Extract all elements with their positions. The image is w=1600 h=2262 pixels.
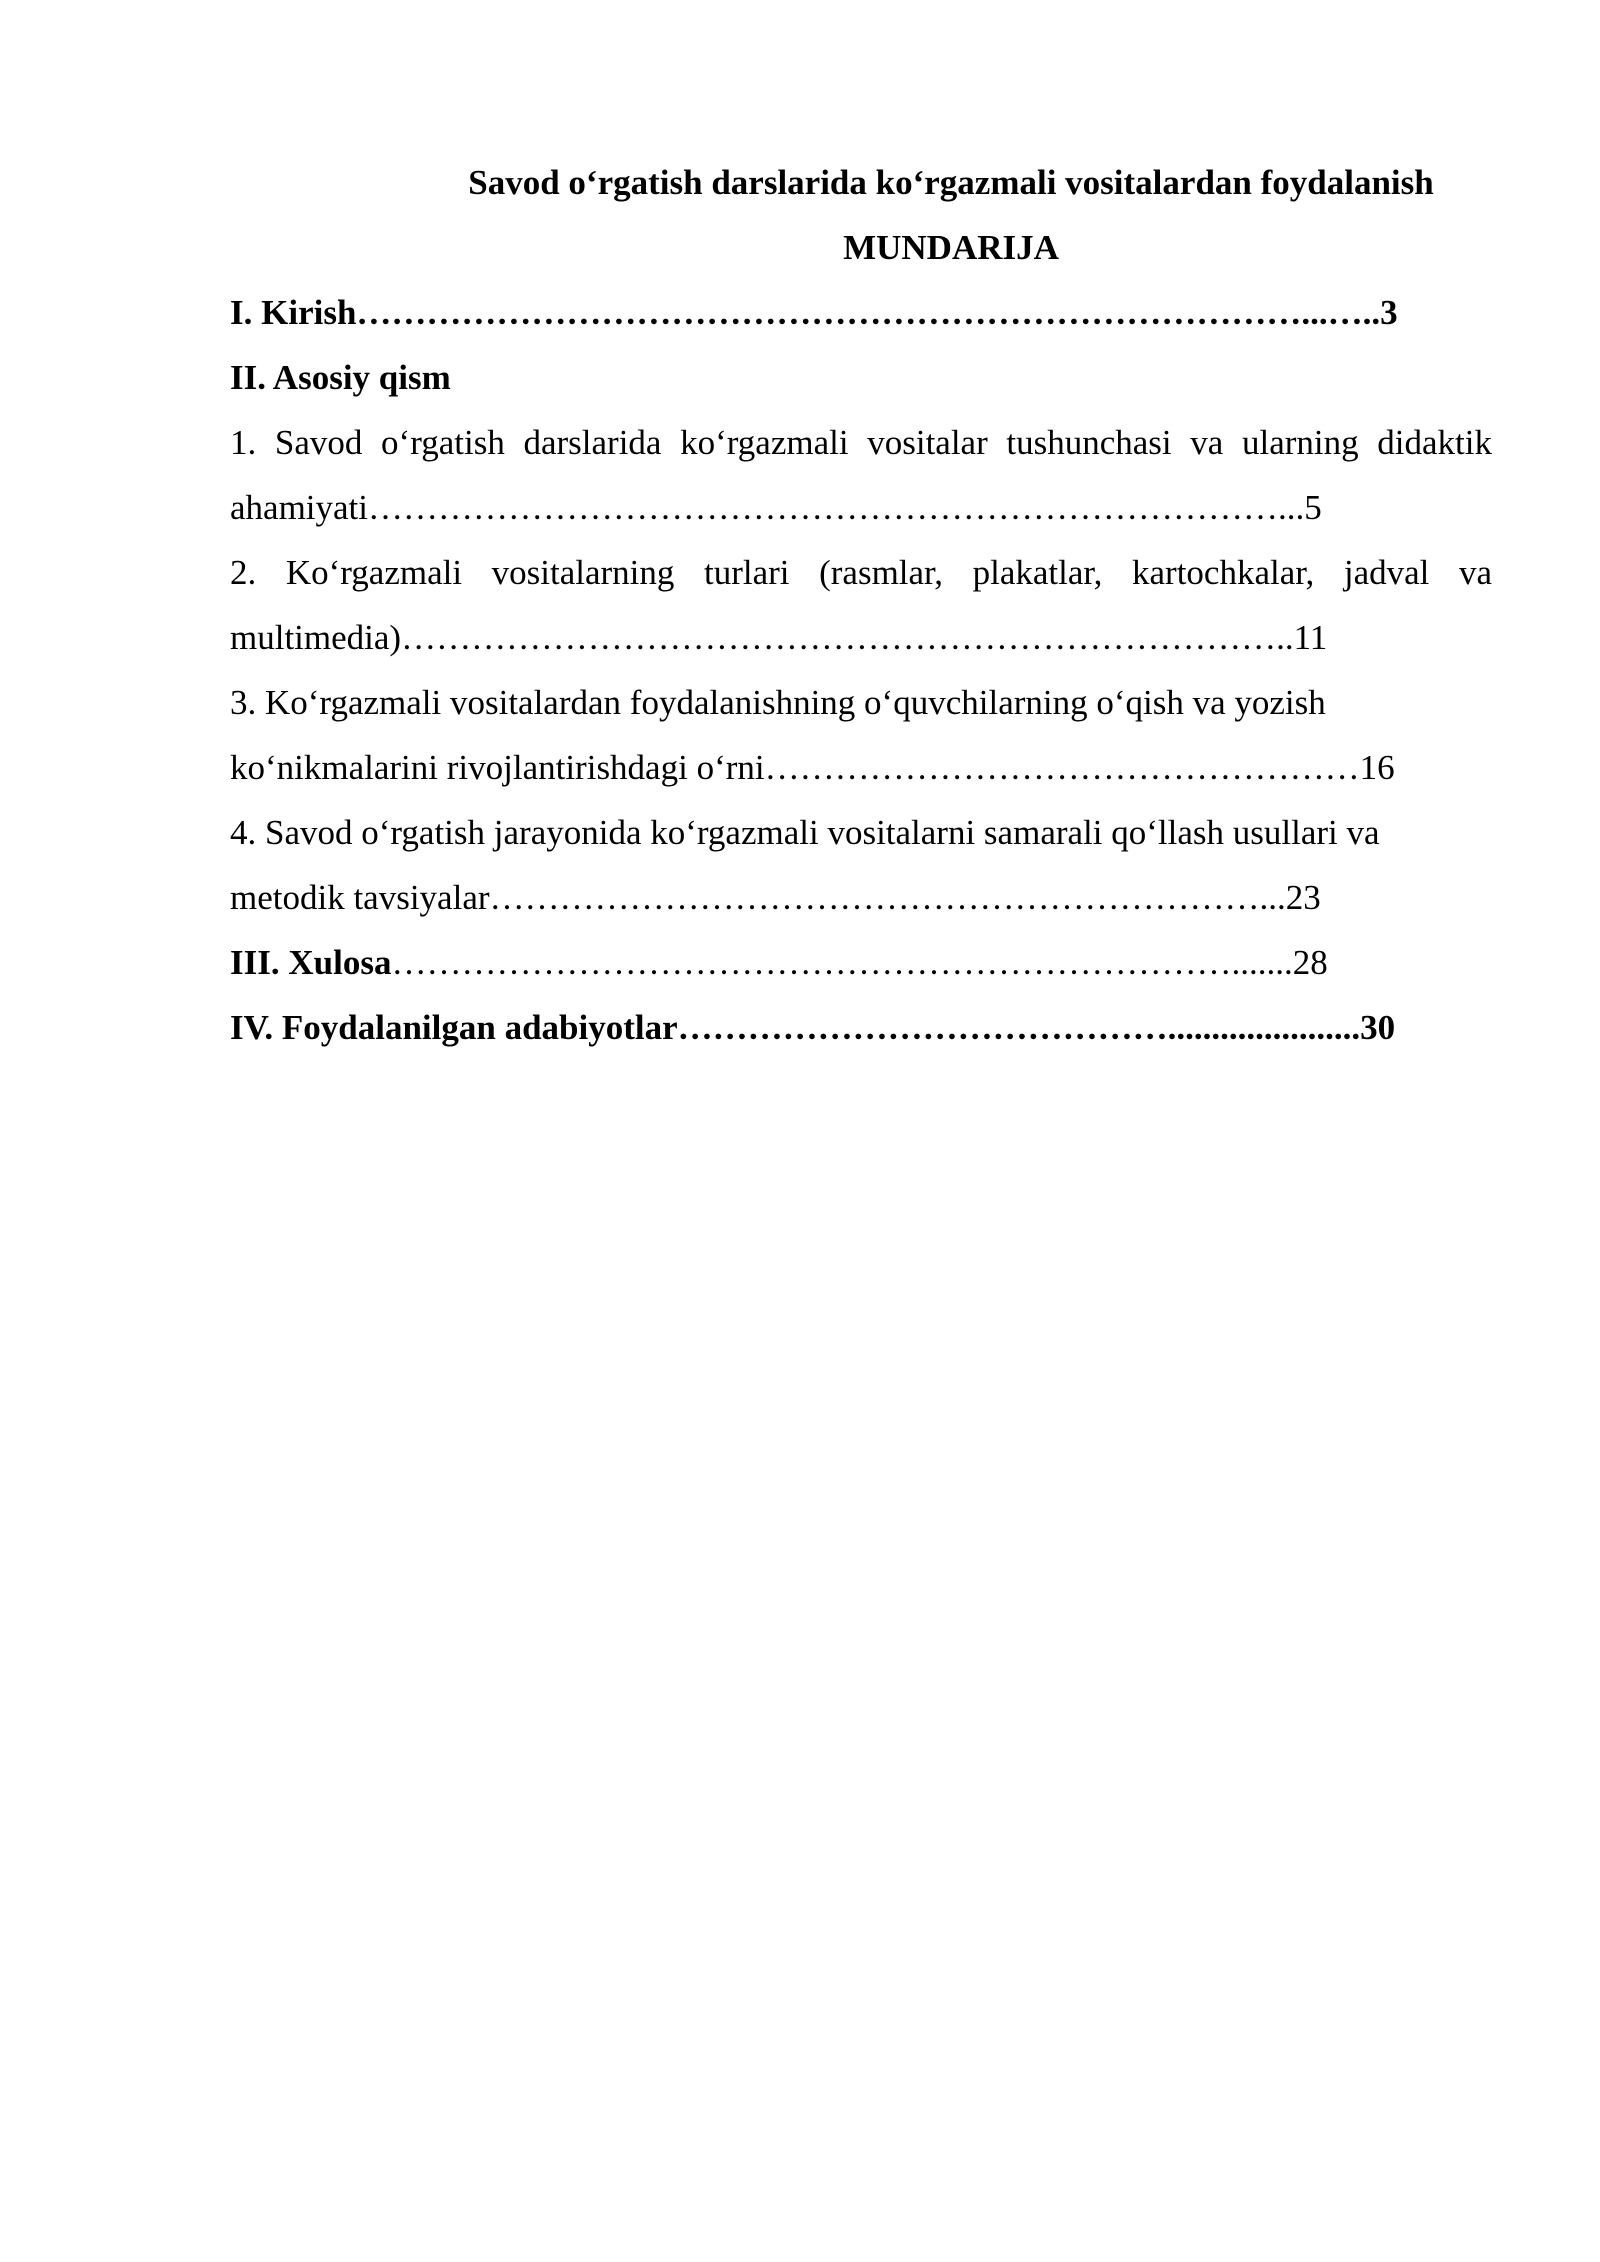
document-content [230,150,1492,1060]
toc-entry-2-line-1: 2. Ko‘rgazmali vositalarning turlari (rasmlar, plakatlar, kartochkalar, jadval va [230,553,1492,592]
toc-entry-xulosa-label: III. Xulosa [230,943,392,982]
toc-entry-xulosa [230,930,1492,995]
toc-entry-xulosa-leader: ……………………………………………………………….......28 [391,943,1328,982]
toc-heading: MUNDARIJA [843,228,1059,267]
document-title: Savod o‘rgatish darslarida ko‘rgazmali vositalardan foydalanish [468,163,1434,202]
toc-entry-4-line-2: metodik tavsiyalar…………………………………………………………...23 [230,878,1321,917]
toc-entry-3-line-1: 3. Ko‘rgazmali vositalardan foydalanishning o‘quvchilarning o‘qish va yozish [230,683,1326,722]
toc-entry-1-line-2: ahamiyati……………………………………………………………………...5 [230,488,1322,527]
toc-entry-3-line-2: ko‘nikmalarini rivojlantirishdagi o‘rni……………………………………………16 [230,748,1395,787]
toc-entry-1-line-1: 1. Savod o‘rgatish darslarida ko‘rgazmali vositalar tushunchasi va ularning didaktik [230,423,1492,462]
toc-entry-adabiyotlar: IV. Foydalanilgan adabiyotlar……………………………………......................30 [230,1008,1396,1047]
toc-entry-asosiy-qism: II. Asosiy qism [230,358,451,397]
toc-entry-kirish: I. Kirish………………………………………………………………………...…..3 [230,293,1398,332]
toc-entry-2-line-2: multimedia)…………………………………………………………………..11 [230,618,1328,657]
toc-entry-4-line-1: 4. Savod o‘rgatish jarayonida ko‘rgazmali vositalarni samarali qo‘llash usullari va [230,813,1380,852]
